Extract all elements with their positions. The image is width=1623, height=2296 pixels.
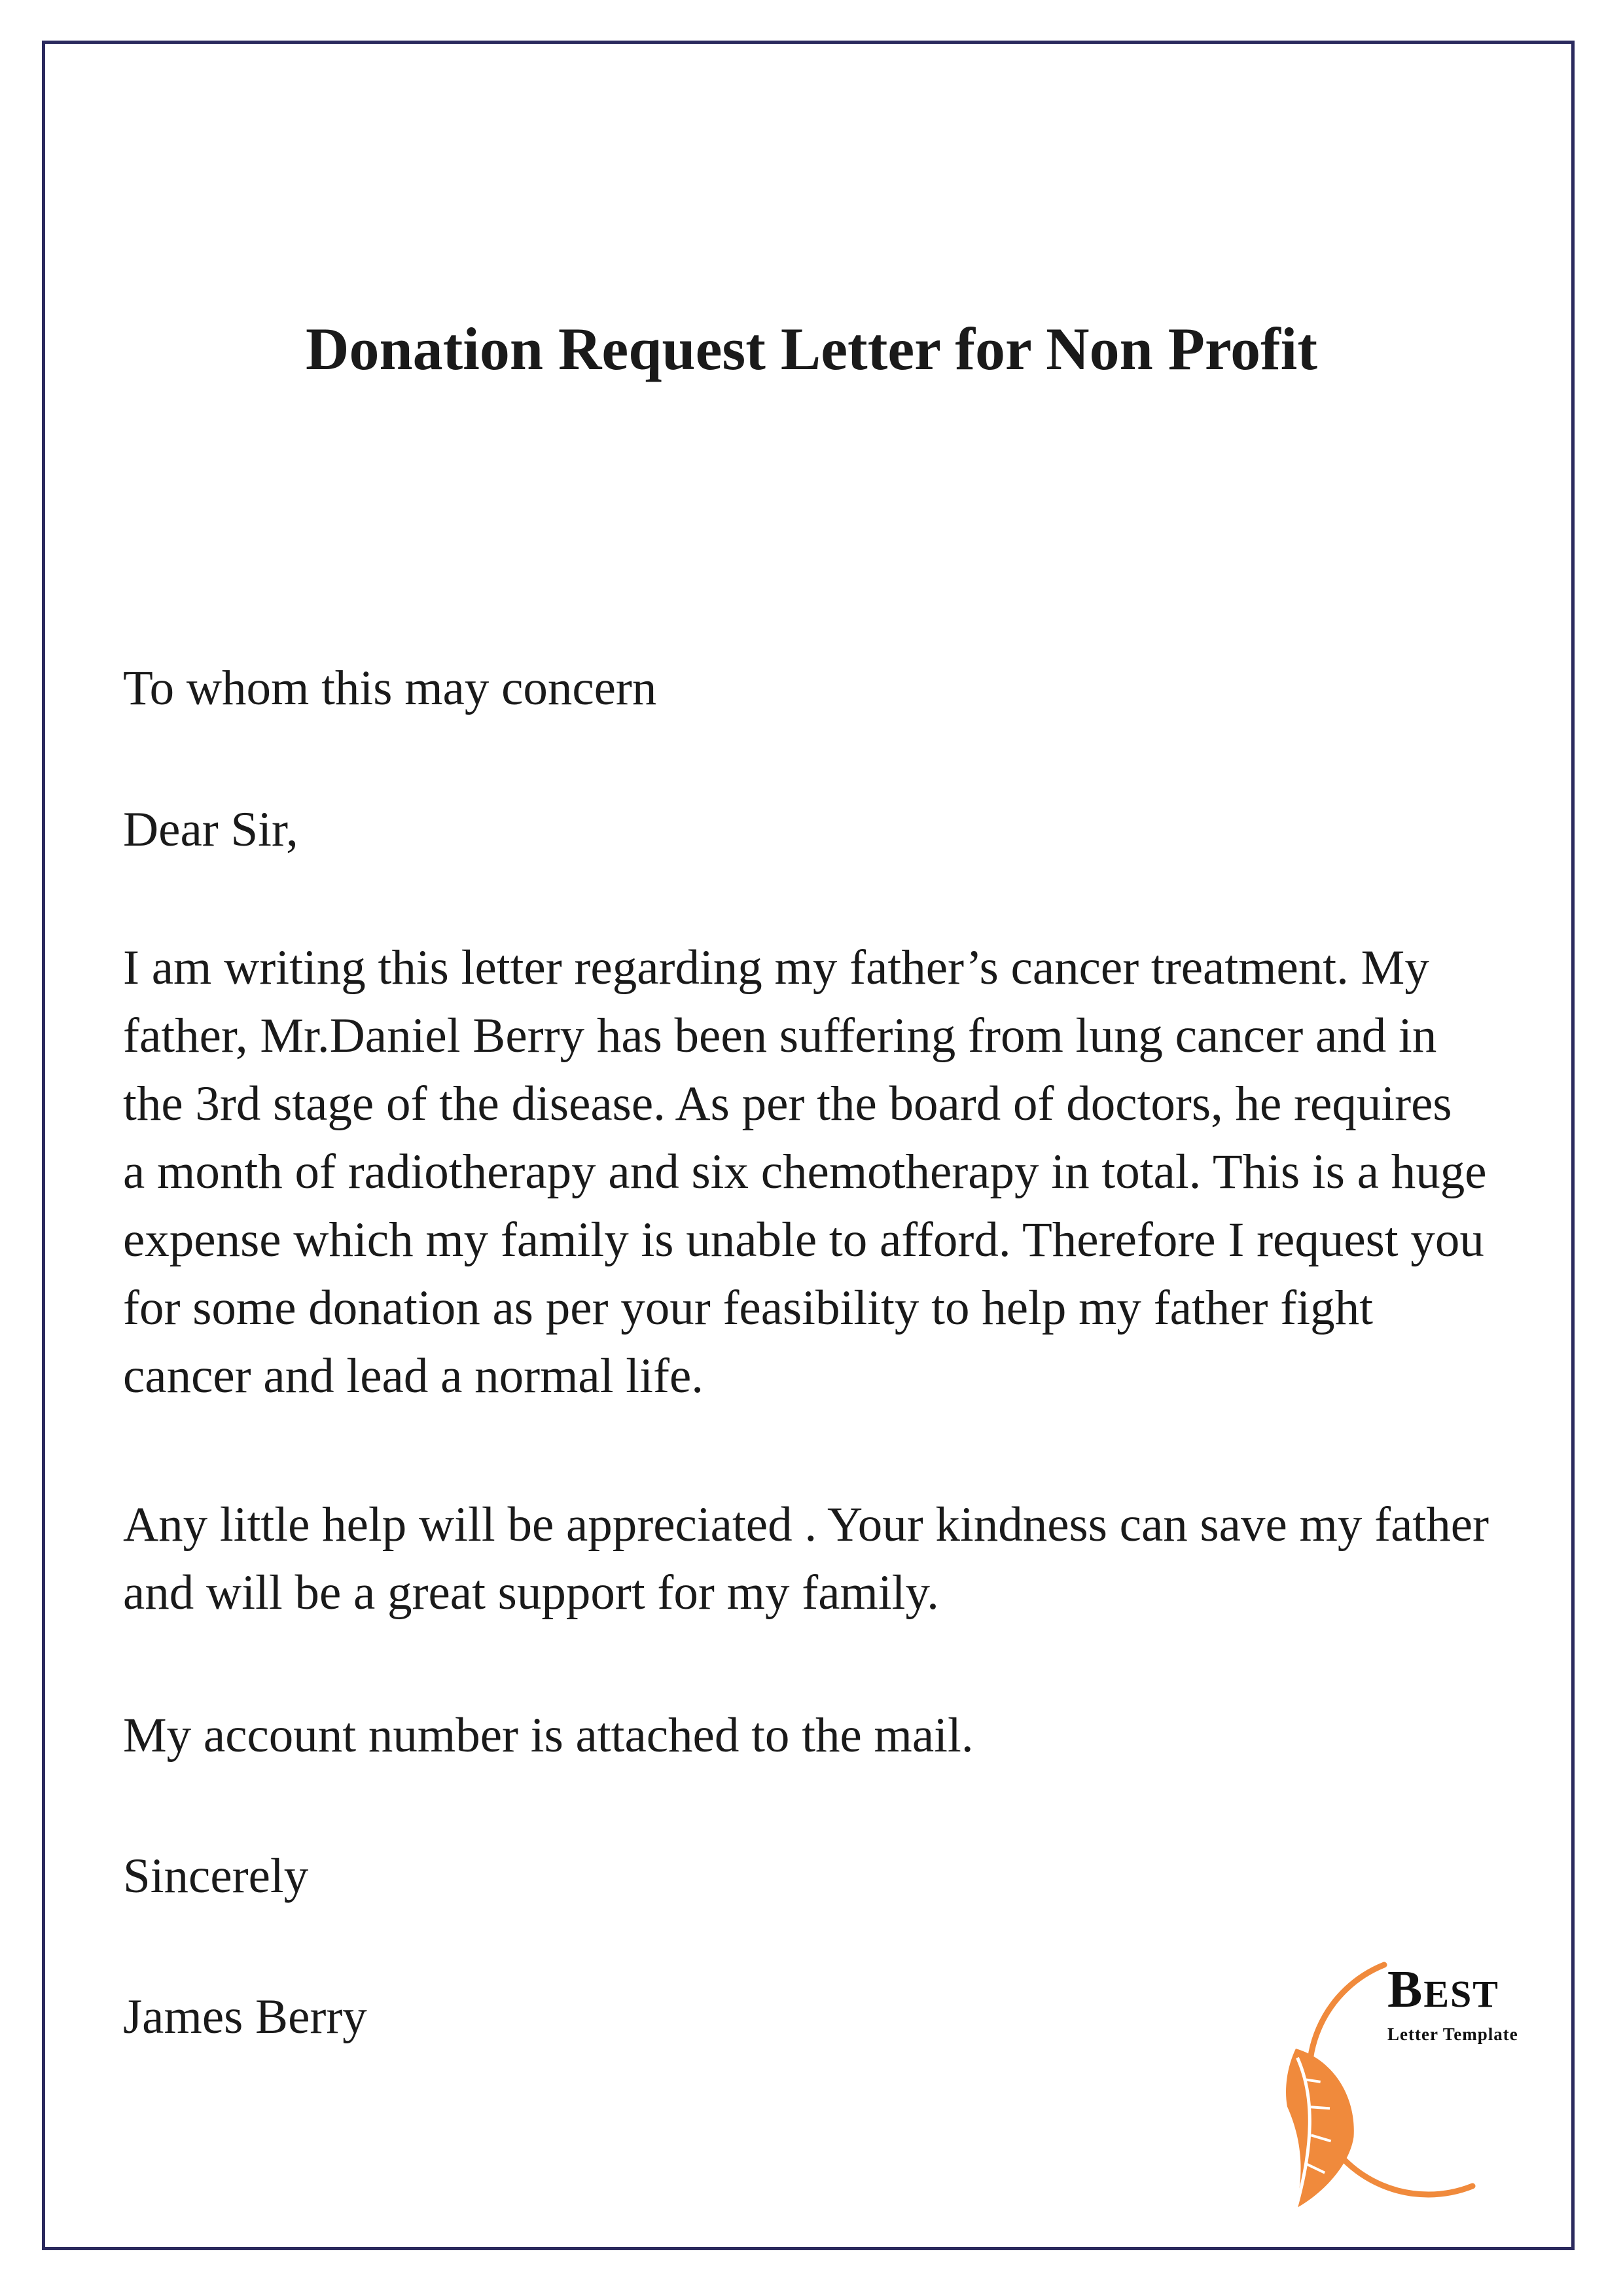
closing: Sincerely [123,1849,309,1903]
letter-title: Donation Request Letter for Non Profit [306,315,1317,382]
signature-name: James Berry [123,1990,367,2044]
logo-wordmark: BEST [1387,1961,1499,2018]
greeting: Dear Sir, [123,802,298,857]
paragraph-line: the 3rd stage of the disease. As per the board of doctors, he requires [123,1077,1452,1131]
paragraph-line: Any little help will be appreciated . Your kindness can save my father [123,1498,1489,1552]
paragraph-main [123,934,1487,1410]
paragraph-help [123,1491,1489,1627]
paragraph-line: expense which my family is unable to afford. Therefore I request you [123,1213,1484,1267]
paragraph-line: father, Mr.Daniel Berry has been suffering from lung cancer and in [123,1009,1437,1063]
paragraph-line: I am writing this letter regarding my father’s cancer treatment. My [123,941,1429,995]
recipient-line: To whom this may concern [123,661,657,715]
paragraph-line: for some donation as per your feasibility to help my father fight [123,1281,1373,1335]
logo-tagline: Letter Template [1387,2024,1518,2044]
feather-quill-icon [1257,2045,1384,2219]
paragraph-line: cancer and lead a normal life. [123,1349,704,1403]
paragraph-line: and will be a great support for my family. [123,1566,939,1620]
account-note: My account number is attached to the mail. [123,1708,974,1763]
paragraph-line: a month of radiotherapy and six chemotherapy in total. This is a huge [123,1145,1487,1199]
